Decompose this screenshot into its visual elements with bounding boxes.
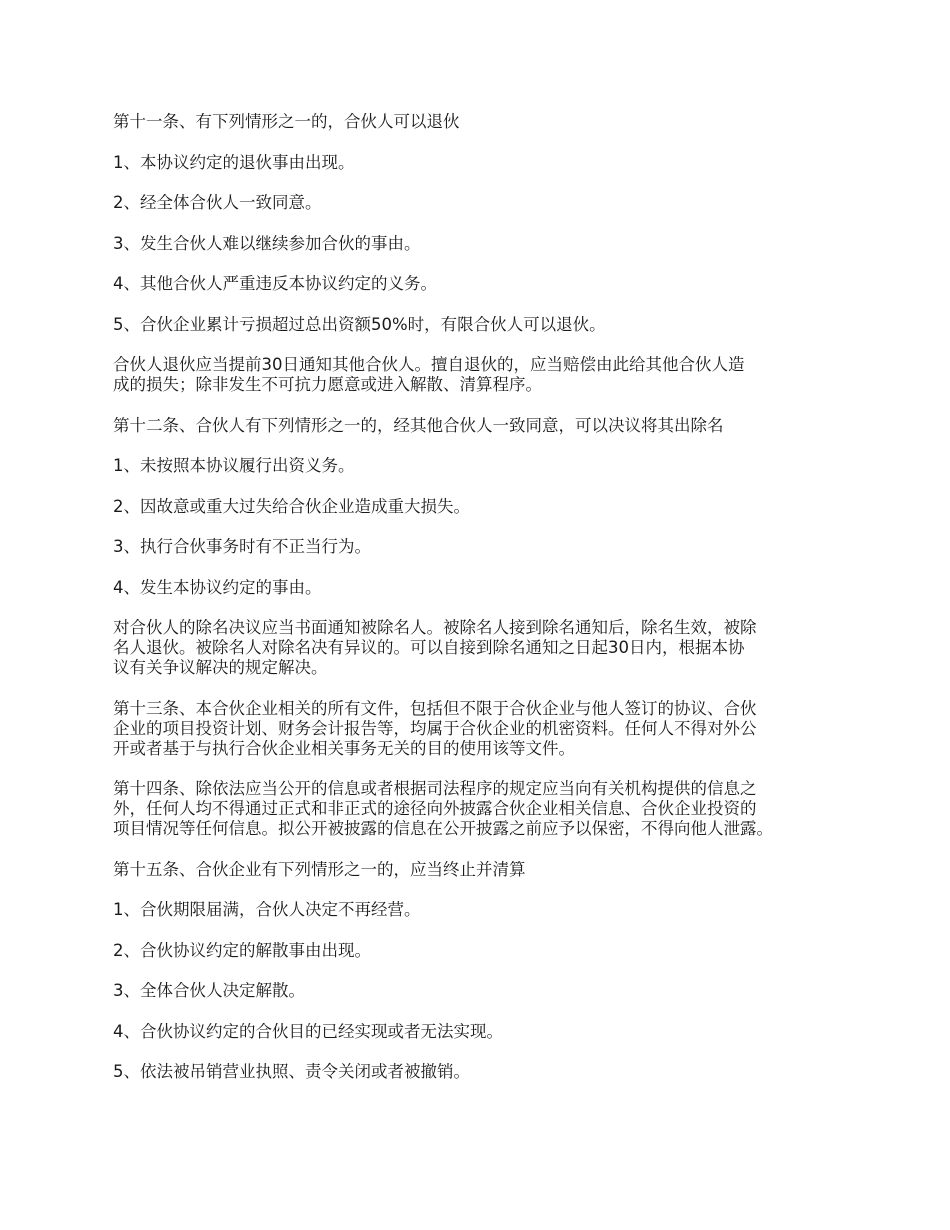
list-item: 2、因故意或重大过失给合伙企业造成重大损失。 — [113, 496, 470, 516]
list-item: 3、发生合伙人难以继续参加合伙的事由。 — [113, 233, 421, 253]
list-item: 4、其他合伙人严重违反本协议约定的义务。 — [113, 274, 437, 293]
list-item: 5、依法被吊销营业执照、责令关闭或者被撤销。 — [113, 1062, 470, 1081]
list-item: 4、发生本协议约定的事由。 — [113, 577, 322, 597]
list-item: 2、合伙协议约定的解散事由出现。 — [113, 940, 371, 960]
article-12-heading: 第十二条、合伙人有下列情形之一的，经其他合伙人一致同意，可以决议将其出除名 — [113, 415, 724, 435]
article-13-paragraph: 第十三条、本合伙企业相关的所有文件，包括但不限于合伙企业与他人签订的协议、合伙 企业的项目投资计划、财务会计报告等，均属于合伙企业的机密资料。任何人不得对外公 开或者基于与执行合伙企业相关事务无关的目的使用该等文件。 — [113, 698, 757, 758]
withdrawal-notice-paragraph: 合伙人退伙应当提前30日通知其他合伙人。擅自退伙的，应当赔偿由此给其他合伙人造 成的损失；除非发生不可抗力愿意或进入解散、清算程序。 — [113, 355, 745, 394]
list-item: 2、经全体合伙人一致同意。 — [113, 193, 322, 212]
list-item: 3、执行合伙事务时有不正当行为。 — [113, 537, 371, 556]
list-item: 3、全体合伙人决定解散。 — [113, 981, 305, 1000]
article-11-heading: 第十一条、有下列情形之一的，合伙人可以退伙 — [113, 112, 460, 131]
article-15-heading: 第十五条、合伙企业有下列情形之一的，应当终止并清算 — [113, 859, 526, 879]
document-page — [113, 112, 858, 1082]
list-item: 4、合伙协议约定的合伙目的已经实现或者无法实现。 — [113, 1021, 503, 1041]
list-item: 5、合伙企业累计亏损超过总出资额50%时，有限合伙人可以退伙。 — [113, 314, 606, 334]
article-14-paragraph: 第十四条、除依法应当公开的信息或者根据司法程序的规定应当向有关机构提供的信息之 外，任何人均不得通过正式和非正式的途径向外披露合伙企业相关信息、合伙企业投资的 项目情况等任何信息。拟公开被披露的信息在公开披露之前应予以保密，不得向他人泄露。 — [113, 779, 773, 838]
list-item: 1、合伙期限届满，合伙人决定不再经营。 — [113, 900, 421, 919]
list-item: 1、本协议约定的退伙事由出现。 — [113, 152, 355, 172]
expulsion-notice-paragraph: 对合伙人的除名决议应当书面通知被除名人。被除名人接到除名通知后，除名生效，被除 名人退伙。被除名人对除名决有异议的。可以自接到除名通知之日起30日内，根据本协 议有关争议解决的规定解决。 — [113, 618, 757, 677]
list-item: 1、未按照本协议履行出资义务。 — [113, 456, 355, 475]
